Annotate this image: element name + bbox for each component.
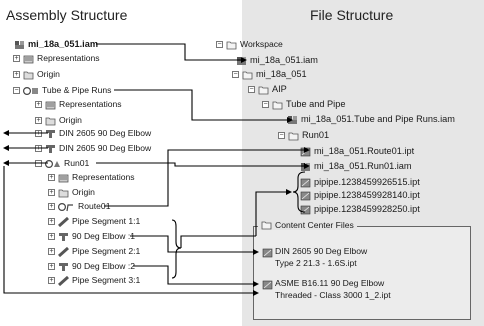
folder-icon [242, 70, 253, 80]
expand-icon[interactable]: + [36, 130, 41, 137]
node-run01[interactable] [35, 158, 89, 169]
cc-asme-line2[interactable]: Threaded - Class 3000 1_2.ipt [275, 290, 391, 300]
folder-run01[interactable] [278, 130, 329, 141]
node-label: Pipe Segment 3:1 [72, 275, 141, 285]
part-file-icon [300, 147, 311, 157]
representations-icon [23, 54, 34, 64]
node-label: Representations [72, 172, 135, 182]
assembly-file-icon [287, 115, 298, 125]
node-asm-representations[interactable] [13, 53, 100, 64]
collapse-icon[interactable]: − [233, 71, 238, 78]
run-icon [45, 159, 61, 169]
node-workspace[interactable] [216, 39, 283, 50]
cc-din-line1[interactable]: DIN 2605 90 Deg Elbow [275, 246, 368, 256]
expand-icon[interactable]: + [49, 233, 54, 240]
file-tube-pipe-runs-iam[interactable] [287, 114, 455, 125]
node-label: mi_18a_051.Route01.ipt [314, 146, 415, 156]
folder-aip[interactable] [248, 84, 287, 95]
node-pipe-segment-2[interactable] [48, 246, 140, 257]
node-pipe-segment-3[interactable] [48, 275, 140, 286]
node-tp-representations[interactable] [35, 99, 122, 110]
file-structure-heading: File Structure [310, 7, 394, 23]
expand-icon[interactable]: + [49, 277, 54, 284]
node-run-origin[interactable] [48, 187, 95, 198]
folder-icon [258, 85, 269, 95]
folder-mi-18a-051[interactable] [232, 69, 307, 80]
node-asm-root[interactable] [14, 39, 98, 50]
representations-icon [45, 100, 56, 110]
node-label: Pipe Segment 2:1 [72, 246, 141, 256]
collapse-icon[interactable]: − [263, 101, 268, 108]
node-label: DIN 2605 90 Deg Elbow [59, 128, 152, 138]
assembly-icon [14, 40, 25, 50]
node-label: mi_18a_051 [256, 69, 307, 79]
node-label: Tube & Pipe Runs [42, 85, 112, 95]
collapse-icon[interactable]: − [217, 41, 222, 48]
folder-icon [45, 116, 56, 126]
node-pipe-segment-1[interactable] [48, 216, 140, 227]
file-run01-iam[interactable] [300, 161, 412, 172]
expand-icon[interactable]: + [14, 55, 19, 62]
collapse-icon[interactable]: − [14, 87, 19, 94]
node-label: mi_18a_051.iam [250, 55, 318, 65]
file-pipipe-2[interactable] [300, 190, 420, 201]
collapse-icon[interactable]: − [249, 86, 254, 93]
folder-icon [272, 100, 283, 110]
cc-asme-line1[interactable]: ASME B16.11 90 Deg Elbow [275, 278, 385, 288]
node-label: pipipe.1238459926515.ipt [314, 177, 420, 187]
node-label: Representations [59, 99, 122, 109]
node-label: pipipe.1238459928140.ipt [314, 190, 420, 200]
node-label: mi_18a_051.Run01.iam [314, 161, 412, 171]
node-label: 90 Deg Elbow :2 [72, 261, 136, 271]
expand-icon[interactable]: + [49, 189, 54, 196]
collapse-icon[interactable]: − [279, 132, 284, 139]
assembly-file-icon [236, 56, 247, 66]
expand-icon[interactable]: + [36, 101, 41, 108]
expand-icon[interactable]: + [49, 203, 54, 210]
node-din-elbow-1[interactable] [35, 128, 151, 139]
node-label: Representations [37, 53, 100, 63]
expand-icon[interactable]: + [49, 218, 54, 225]
node-label: mi_18a_051.Tube and Pipe Runs.iam [301, 114, 455, 124]
node-asm-origin[interactable] [13, 69, 60, 80]
representations-icon [58, 173, 69, 183]
content-center-label: Content Center Files [275, 220, 354, 230]
node-label: mi_18a_051.iam [28, 39, 98, 49]
expand-icon[interactable]: + [49, 248, 54, 255]
node-label: Pipe Segment 1:1 [72, 216, 141, 226]
node-label: Workspace [240, 39, 283, 49]
fitting-icon [45, 129, 56, 139]
folder-icon [261, 220, 272, 230]
node-route01[interactable] [48, 201, 111, 212]
part-file-icon [300, 178, 311, 188]
part-file-icon [300, 191, 311, 201]
part-file-icon [262, 248, 273, 258]
fitting-icon [58, 232, 69, 242]
collapse-icon[interactable]: − [36, 160, 41, 167]
folder-tube-and-pipe[interactable] [262, 99, 345, 110]
folder-icon [58, 188, 69, 198]
part-file-icon [262, 280, 273, 290]
folder-icon [226, 40, 237, 50]
content-center-title[interactable] [258, 220, 357, 230]
expand-icon[interactable]: + [36, 117, 41, 124]
file-pipipe-1[interactable] [300, 177, 420, 188]
node-elbow-1[interactable] [48, 231, 135, 242]
part-file-icon [300, 205, 311, 215]
node-label: Route01 [78, 201, 111, 211]
file-root-iam[interactable] [236, 55, 318, 66]
folder-icon [23, 70, 34, 80]
pipe-icon [58, 217, 69, 227]
node-label: 90 Deg Elbow :1 [72, 231, 136, 241]
tube-pipe-icon [23, 86, 39, 96]
node-din-elbow-2[interactable] [35, 143, 151, 154]
node-label: DIN 2605 90 Deg Elbow [59, 143, 152, 153]
node-run-representations[interactable] [48, 172, 135, 183]
route-icon [58, 202, 75, 212]
expand-icon[interactable]: + [14, 71, 19, 78]
node-label: Tube and Pipe [286, 99, 346, 109]
node-label: pipipe.1238459928250.ipt [314, 204, 420, 214]
node-label: Run01 [302, 130, 330, 140]
node-tube-pipe-runs[interactable] [13, 85, 111, 96]
content-center-group [253, 226, 471, 320]
assembly-structure-heading: Assembly Structure [6, 7, 128, 23]
node-label: AIP [272, 84, 287, 94]
expand-icon[interactable]: + [49, 174, 54, 181]
pipe-icon [58, 247, 69, 257]
node-elbow-2[interactable] [48, 261, 135, 272]
expand-icon[interactable]: + [49, 263, 54, 270]
node-label: Origin [72, 187, 95, 197]
file-pipipe-3[interactable] [300, 204, 420, 215]
expand-icon[interactable]: + [36, 145, 41, 152]
node-label: Origin [59, 115, 82, 125]
assembly-file-icon [300, 162, 311, 172]
fitting-icon [58, 262, 69, 272]
pipe-icon [58, 276, 69, 286]
node-label: Run01 [64, 158, 90, 168]
node-label: Origin [37, 69, 60, 79]
fitting-icon [45, 144, 56, 154]
node-tp-origin[interactable] [35, 115, 82, 126]
folder-icon [288, 131, 299, 141]
file-route01-ipt[interactable] [300, 146, 414, 157]
cc-din-line2[interactable]: Type 2 21.3 - 1.6S.ipt [275, 258, 357, 268]
